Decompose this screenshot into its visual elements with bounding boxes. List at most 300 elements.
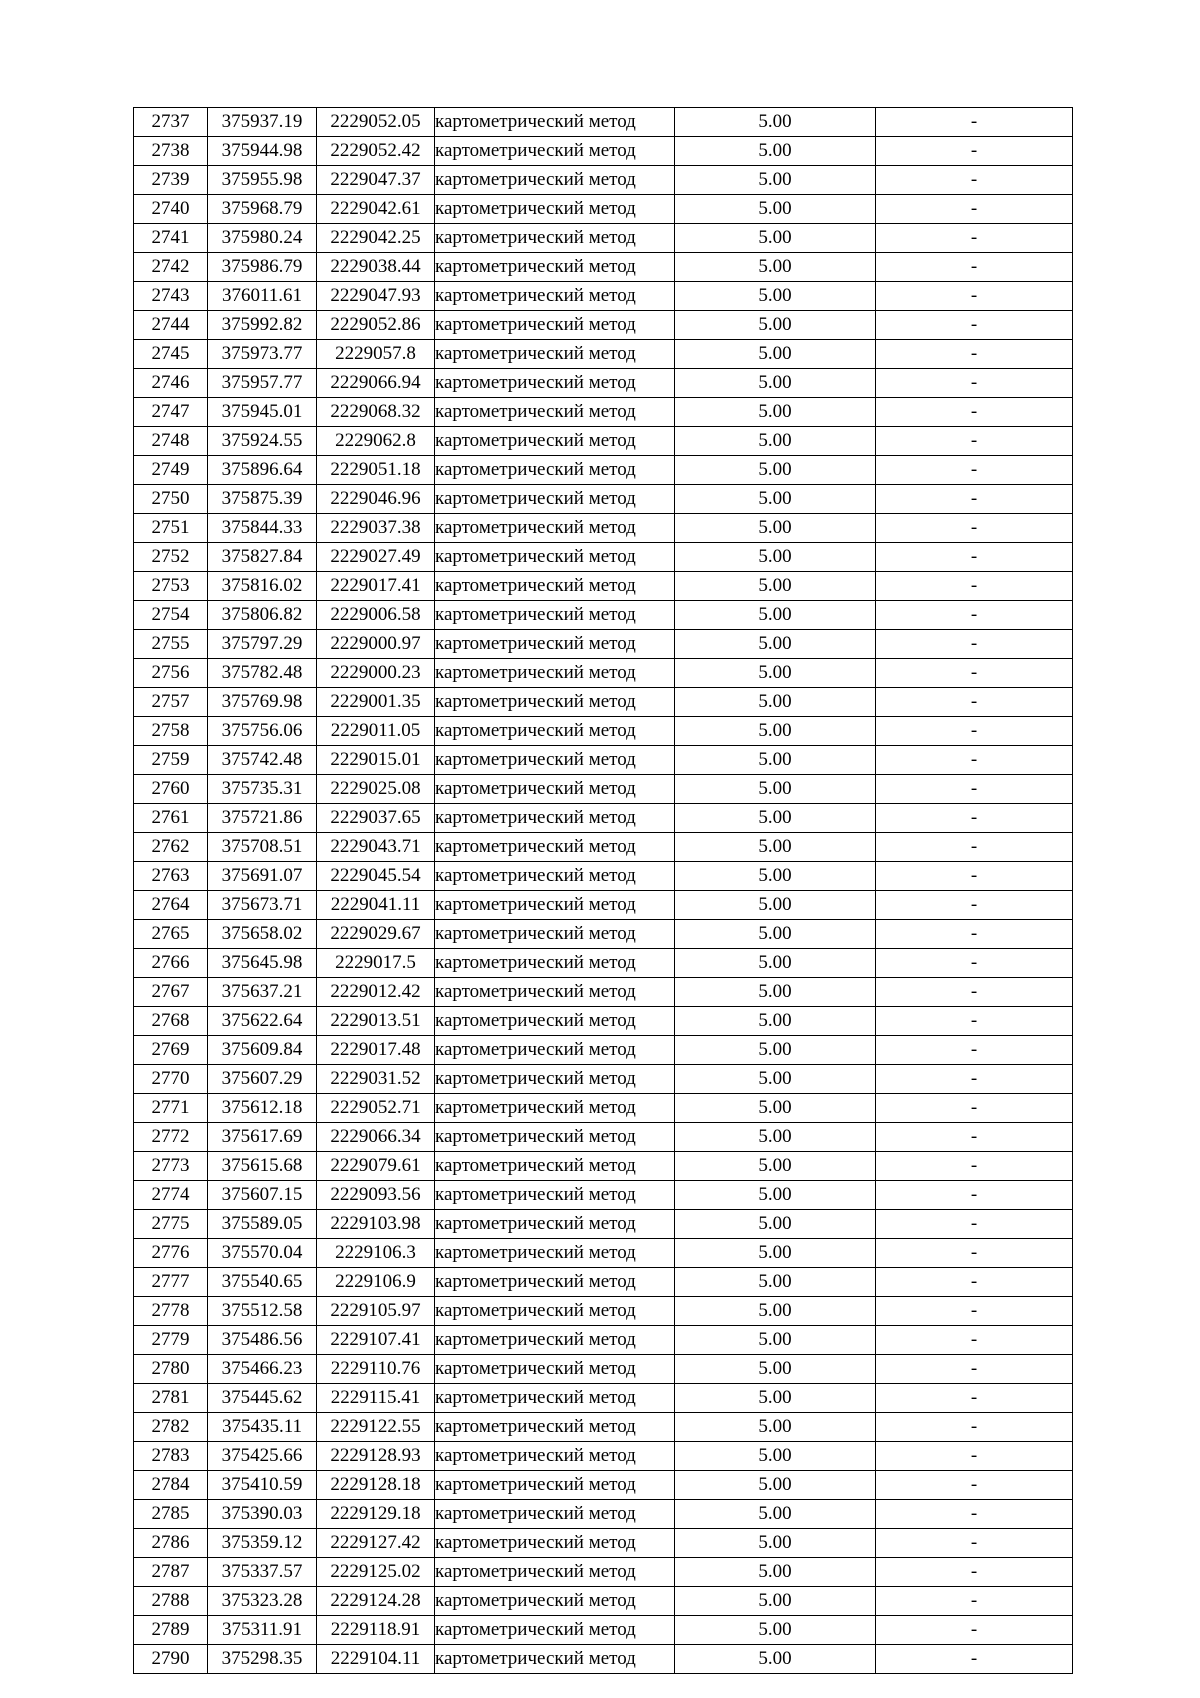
x-coordinate-cell: 375708.51 [208,833,317,862]
description-cell: - [876,1123,1073,1152]
precision-cell: 5.00 [675,1239,876,1268]
x-coordinate-cell: 375486.56 [208,1326,317,1355]
table-row [134,688,1073,717]
precision-cell: 5.00 [675,1297,876,1326]
description-cell: - [876,137,1073,166]
method-cell: картометрический метод [435,282,675,311]
description-cell: - [876,282,1073,311]
y-coordinate-cell: 2229017.48 [317,1036,435,1065]
description-cell: - [876,891,1073,920]
table-row [134,1297,1073,1326]
description-cell: - [876,1413,1073,1442]
table-row [134,311,1073,340]
y-coordinate-cell: 2229017.41 [317,572,435,601]
point-number-cell: 2761 [134,804,208,833]
table-row [134,601,1073,630]
description-cell: - [876,543,1073,572]
precision-cell: 5.00 [675,485,876,514]
method-cell: картометрический метод [435,1065,675,1094]
description-cell: - [876,1471,1073,1500]
description-cell: - [876,427,1073,456]
x-coordinate-cell: 375721.86 [208,804,317,833]
description-cell: - [876,108,1073,137]
y-coordinate-cell: 2229012.42 [317,978,435,1007]
x-coordinate-cell: 375615.68 [208,1152,317,1181]
description-cell: - [876,398,1073,427]
x-coordinate-cell: 375691.07 [208,862,317,891]
x-coordinate-cell: 375980.24 [208,224,317,253]
table-row [134,514,1073,543]
coordinates-table [133,107,1073,1674]
precision-cell: 5.00 [675,1616,876,1645]
precision-cell: 5.00 [675,1036,876,1065]
point-number-cell: 2767 [134,978,208,1007]
description-cell: - [876,949,1073,978]
method-cell: картометрический метод [435,630,675,659]
x-coordinate-cell: 375782.48 [208,659,317,688]
point-number-cell: 2776 [134,1239,208,1268]
point-number-cell: 2763 [134,862,208,891]
precision-cell: 5.00 [675,137,876,166]
x-coordinate-cell: 375957.77 [208,369,317,398]
table-row [134,862,1073,891]
point-number-cell: 2750 [134,485,208,514]
y-coordinate-cell: 2229062.8 [317,427,435,456]
point-number-cell: 2757 [134,688,208,717]
point-number-cell: 2748 [134,427,208,456]
precision-cell: 5.00 [675,1268,876,1297]
point-number-cell: 2766 [134,949,208,978]
y-coordinate-cell: 2229015.01 [317,746,435,775]
precision-cell: 5.00 [675,195,876,224]
point-number-cell: 2760 [134,775,208,804]
y-coordinate-cell: 2229129.18 [317,1500,435,1529]
table-row [134,456,1073,485]
precision-cell: 5.00 [675,398,876,427]
precision-cell: 5.00 [675,746,876,775]
y-coordinate-cell: 2229017.5 [317,949,435,978]
table-row [134,1181,1073,1210]
method-cell: картометрический метод [435,833,675,862]
method-cell: картометрический метод [435,1268,675,1297]
point-number-cell: 2745 [134,340,208,369]
table-row [134,1094,1073,1123]
precision-cell: 5.00 [675,1471,876,1500]
description-cell: - [876,1065,1073,1094]
description-cell: - [876,1529,1073,1558]
table-row [134,137,1073,166]
method-cell: картометрический метод [435,688,675,717]
y-coordinate-cell: 2229125.02 [317,1558,435,1587]
method-cell: картометрический метод [435,601,675,630]
point-number-cell: 2784 [134,1471,208,1500]
point-number-cell: 2768 [134,1007,208,1036]
point-number-cell: 2749 [134,456,208,485]
precision-cell: 5.00 [675,108,876,137]
method-cell: картометрический метод [435,398,675,427]
precision-cell: 5.00 [675,862,876,891]
precision-cell: 5.00 [675,1413,876,1442]
point-number-cell: 2738 [134,137,208,166]
point-number-cell: 2787 [134,1558,208,1587]
point-number-cell: 2765 [134,920,208,949]
table-row [134,1413,1073,1442]
description-cell: - [876,1326,1073,1355]
method-cell: картометрический метод [435,340,675,369]
table-row [134,630,1073,659]
description-cell: - [876,166,1073,195]
point-number-cell: 2758 [134,717,208,746]
precision-cell: 5.00 [675,717,876,746]
y-coordinate-cell: 2229045.54 [317,862,435,891]
x-coordinate-cell: 375323.28 [208,1587,317,1616]
precision-cell: 5.00 [675,224,876,253]
description-cell: - [876,804,1073,833]
point-number-cell: 2770 [134,1065,208,1094]
x-coordinate-cell: 375390.03 [208,1500,317,1529]
y-coordinate-cell: 2229128.93 [317,1442,435,1471]
y-coordinate-cell: 2229127.42 [317,1529,435,1558]
table-row [134,1065,1073,1094]
method-cell: картометрический метод [435,659,675,688]
description-cell: - [876,456,1073,485]
description-cell: - [876,630,1073,659]
point-number-cell: 2743 [134,282,208,311]
description-cell: - [876,1239,1073,1268]
description-cell: - [876,717,1073,746]
x-coordinate-cell: 375637.21 [208,978,317,1007]
description-cell: - [876,1384,1073,1413]
method-cell: картометрический метод [435,1558,675,1587]
precision-cell: 5.00 [675,543,876,572]
method-cell: картометрический метод [435,1616,675,1645]
precision-cell: 5.00 [675,1500,876,1529]
precision-cell: 5.00 [675,775,876,804]
description-cell: - [876,340,1073,369]
method-cell: картометрический метод [435,1210,675,1239]
y-coordinate-cell: 2229011.05 [317,717,435,746]
point-number-cell: 2755 [134,630,208,659]
x-coordinate-cell: 375937.19 [208,108,317,137]
y-coordinate-cell: 2229027.49 [317,543,435,572]
table-row [134,659,1073,688]
method-cell: картометрический метод [435,1384,675,1413]
description-cell: - [876,485,1073,514]
x-coordinate-cell: 375769.98 [208,688,317,717]
y-coordinate-cell: 2229122.55 [317,1413,435,1442]
precision-cell: 5.00 [675,1210,876,1239]
precision-cell: 5.00 [675,1007,876,1036]
table-row [134,543,1073,572]
point-number-cell: 2774 [134,1181,208,1210]
x-coordinate-cell: 375617.69 [208,1123,317,1152]
x-coordinate-cell: 375844.33 [208,514,317,543]
precision-cell: 5.00 [675,572,876,601]
point-number-cell: 2786 [134,1529,208,1558]
precision-cell: 5.00 [675,978,876,1007]
y-coordinate-cell: 2229041.11 [317,891,435,920]
method-cell: картометрический метод [435,1442,675,1471]
point-number-cell: 2772 [134,1123,208,1152]
table-row [134,1239,1073,1268]
method-cell: картометрический метод [435,746,675,775]
table-row [134,1529,1073,1558]
method-cell: картометрический метод [435,1413,675,1442]
description-cell: - [876,195,1073,224]
table-row [134,253,1073,282]
description-cell: - [876,1007,1073,1036]
method-cell: картометрический метод [435,1645,675,1674]
y-coordinate-cell: 2229106.3 [317,1239,435,1268]
precision-cell: 5.00 [675,833,876,862]
table-row [134,485,1073,514]
description-cell: - [876,572,1073,601]
method-cell: картометрический метод [435,1152,675,1181]
point-number-cell: 2777 [134,1268,208,1297]
method-cell: картометрический метод [435,166,675,195]
y-coordinate-cell: 2229104.11 [317,1645,435,1674]
table-row [134,1587,1073,1616]
table-row [134,1558,1073,1587]
description-cell: - [876,1587,1073,1616]
description-cell: - [876,1645,1073,1674]
method-cell: картометрический метод [435,1181,675,1210]
point-number-cell: 2754 [134,601,208,630]
x-coordinate-cell: 375425.66 [208,1442,317,1471]
y-coordinate-cell: 2229118.91 [317,1616,435,1645]
description-cell: - [876,659,1073,688]
x-coordinate-cell: 375410.59 [208,1471,317,1500]
description-cell: - [876,601,1073,630]
table-row [134,1152,1073,1181]
method-cell: картометрический метод [435,1355,675,1384]
point-number-cell: 2753 [134,572,208,601]
method-cell: картометрический метод [435,224,675,253]
precision-cell: 5.00 [675,514,876,543]
description-cell: - [876,862,1073,891]
y-coordinate-cell: 2229000.97 [317,630,435,659]
description-cell: - [876,1181,1073,1210]
method-cell: картометрический метод [435,485,675,514]
x-coordinate-cell: 375658.02 [208,920,317,949]
x-coordinate-cell: 375540.65 [208,1268,317,1297]
precision-cell: 5.00 [675,1181,876,1210]
precision-cell: 5.00 [675,282,876,311]
method-cell: картометрический метод [435,949,675,978]
x-coordinate-cell: 375609.84 [208,1036,317,1065]
table-row [134,978,1073,1007]
description-cell: - [876,1355,1073,1384]
y-coordinate-cell: 2229042.61 [317,195,435,224]
precision-cell: 5.00 [675,456,876,485]
description-cell: - [876,1558,1073,1587]
point-number-cell: 2788 [134,1587,208,1616]
method-cell: картометрический метод [435,920,675,949]
point-number-cell: 2739 [134,166,208,195]
precision-cell: 5.00 [675,920,876,949]
point-number-cell: 2785 [134,1500,208,1529]
y-coordinate-cell: 2229052.42 [317,137,435,166]
precision-cell: 5.00 [675,804,876,833]
table-row [134,717,1073,746]
point-number-cell: 2752 [134,543,208,572]
table-row [134,1007,1073,1036]
x-coordinate-cell: 375311.91 [208,1616,317,1645]
method-cell: картометрический метод [435,804,675,833]
point-number-cell: 2751 [134,514,208,543]
precision-cell: 5.00 [675,166,876,195]
description-cell: - [876,253,1073,282]
x-coordinate-cell: 375589.05 [208,1210,317,1239]
table-row [134,1268,1073,1297]
y-coordinate-cell: 2229001.35 [317,688,435,717]
method-cell: картометрический метод [435,978,675,1007]
method-cell: картометрический метод [435,1036,675,1065]
method-cell: картометрический метод [435,1471,675,1500]
x-coordinate-cell: 375986.79 [208,253,317,282]
method-cell: картометрический метод [435,1500,675,1529]
precision-cell: 5.00 [675,630,876,659]
y-coordinate-cell: 2229029.67 [317,920,435,949]
point-number-cell: 2771 [134,1094,208,1123]
table-row [134,282,1073,311]
table-row [134,427,1073,456]
precision-cell: 5.00 [675,1558,876,1587]
method-cell: картометрический метод [435,1007,675,1036]
description-cell: - [876,833,1073,862]
precision-cell: 5.00 [675,1529,876,1558]
table-row [134,1326,1073,1355]
point-number-cell: 2773 [134,1152,208,1181]
precision-cell: 5.00 [675,1123,876,1152]
table-row [134,775,1073,804]
description-cell: - [876,311,1073,340]
x-coordinate-cell: 375992.82 [208,311,317,340]
precision-cell: 5.00 [675,1442,876,1471]
method-cell: картометрический метод [435,427,675,456]
x-coordinate-cell: 375742.48 [208,746,317,775]
y-coordinate-cell: 2229042.25 [317,224,435,253]
method-cell: картометрический метод [435,311,675,340]
table-row [134,1384,1073,1413]
method-cell: картометрический метод [435,775,675,804]
table-row [134,833,1073,862]
table-row [134,920,1073,949]
point-number-cell: 2783 [134,1442,208,1471]
point-number-cell: 2779 [134,1326,208,1355]
table-row [134,572,1073,601]
y-coordinate-cell: 2229037.38 [317,514,435,543]
precision-cell: 5.00 [675,340,876,369]
y-coordinate-cell: 2229068.32 [317,398,435,427]
table-row [134,340,1073,369]
y-coordinate-cell: 2229105.97 [317,1297,435,1326]
point-number-cell: 2789 [134,1616,208,1645]
method-cell: картометрический метод [435,1529,675,1558]
table-row [134,1500,1073,1529]
table-row [134,746,1073,775]
method-cell: картометрический метод [435,137,675,166]
description-cell: - [876,224,1073,253]
table-row [134,166,1073,195]
y-coordinate-cell: 2229043.71 [317,833,435,862]
point-number-cell: 2740 [134,195,208,224]
x-coordinate-cell: 375797.29 [208,630,317,659]
precision-cell: 5.00 [675,688,876,717]
x-coordinate-cell: 375570.04 [208,1239,317,1268]
description-cell: - [876,746,1073,775]
description-cell: - [876,1500,1073,1529]
description-cell: - [876,514,1073,543]
table-row [134,1210,1073,1239]
point-number-cell: 2778 [134,1297,208,1326]
x-coordinate-cell: 375359.12 [208,1529,317,1558]
method-cell: картометрический метод [435,1297,675,1326]
point-number-cell: 2769 [134,1036,208,1065]
point-number-cell: 2746 [134,369,208,398]
x-coordinate-cell: 375645.98 [208,949,317,978]
precision-cell: 5.00 [675,1384,876,1413]
description-cell: - [876,1297,1073,1326]
method-cell: картометрический метод [435,195,675,224]
precision-cell: 5.00 [675,369,876,398]
table-row [134,1355,1073,1384]
method-cell: картометрический метод [435,862,675,891]
precision-cell: 5.00 [675,311,876,340]
x-coordinate-cell: 375968.79 [208,195,317,224]
y-coordinate-cell: 2229052.05 [317,108,435,137]
x-coordinate-cell: 375622.64 [208,1007,317,1036]
table-row [134,1036,1073,1065]
x-coordinate-cell: 375806.82 [208,601,317,630]
table-row [134,1123,1073,1152]
precision-cell: 5.00 [675,1152,876,1181]
y-coordinate-cell: 2229128.18 [317,1471,435,1500]
y-coordinate-cell: 2229110.76 [317,1355,435,1384]
point-number-cell: 2782 [134,1413,208,1442]
x-coordinate-cell: 376011.61 [208,282,317,311]
description-cell: - [876,978,1073,1007]
table-row [134,1442,1073,1471]
y-coordinate-cell: 2229013.51 [317,1007,435,1036]
description-cell: - [876,1616,1073,1645]
point-number-cell: 2764 [134,891,208,920]
coordinates-table-body [134,108,1073,1674]
x-coordinate-cell: 375816.02 [208,572,317,601]
precision-cell: 5.00 [675,1645,876,1674]
point-number-cell: 2747 [134,398,208,427]
y-coordinate-cell: 2229031.52 [317,1065,435,1094]
description-cell: - [876,688,1073,717]
y-coordinate-cell: 2229115.41 [317,1384,435,1413]
y-coordinate-cell: 2229052.86 [317,311,435,340]
point-number-cell: 2781 [134,1384,208,1413]
x-coordinate-cell: 375924.55 [208,427,317,456]
y-coordinate-cell: 2229106.9 [317,1268,435,1297]
description-cell: - [876,1210,1073,1239]
table-row [134,195,1073,224]
precision-cell: 5.00 [675,427,876,456]
x-coordinate-cell: 375875.39 [208,485,317,514]
y-coordinate-cell: 2229037.65 [317,804,435,833]
precision-cell: 5.00 [675,1587,876,1616]
method-cell: картометрический метод [435,1123,675,1152]
y-coordinate-cell: 2229006.58 [317,601,435,630]
y-coordinate-cell: 2229093.56 [317,1181,435,1210]
method-cell: картометрический метод [435,1094,675,1123]
y-coordinate-cell: 2229046.96 [317,485,435,514]
point-number-cell: 2741 [134,224,208,253]
